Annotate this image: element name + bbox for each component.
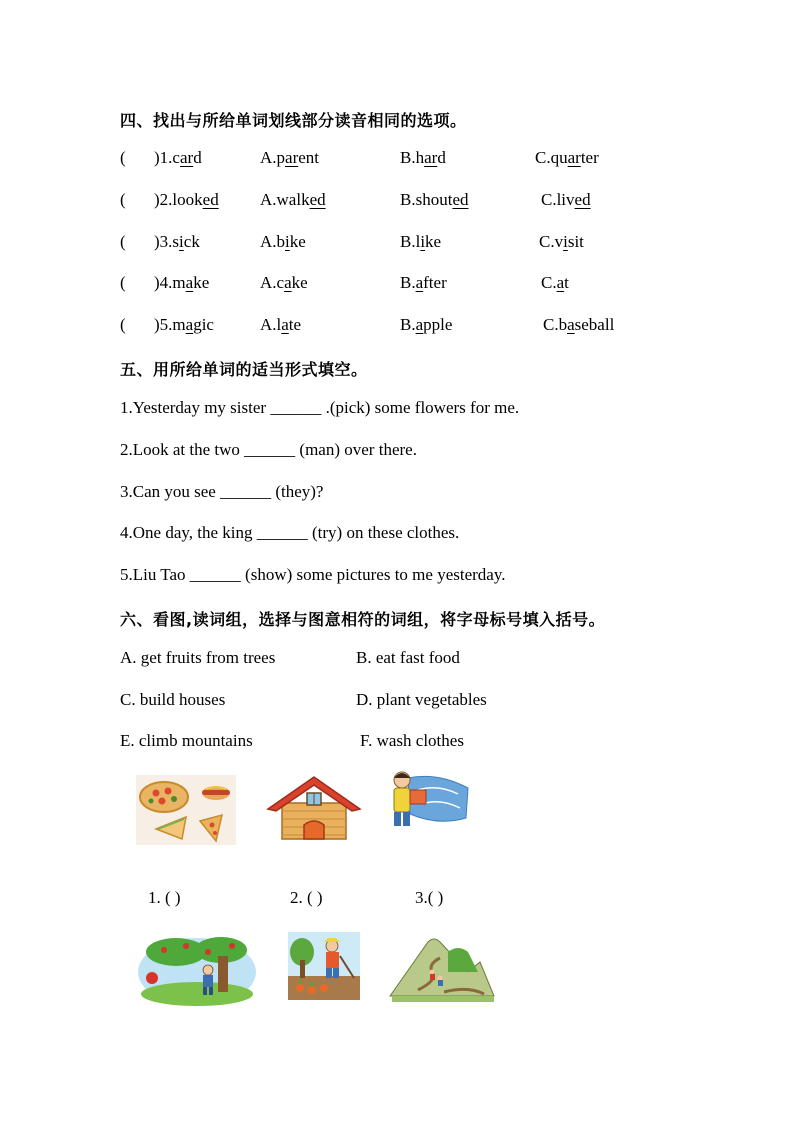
target-word: )3.sick — [154, 232, 200, 251]
answer-paren-close: ) — [154, 148, 160, 167]
section6-heading: 六、看图,读词组，选择与图意相符的词组，将字母标号填入括号。 — [120, 610, 606, 629]
underlined-letters: a — [415, 273, 424, 292]
fill-item-5: 5.Liu Tao ______ (show) some pictures to me yesterday. — [120, 565, 506, 584]
option-c: C.baseball — [543, 315, 615, 334]
washing-clothes-picture — [388, 768, 470, 832]
fill-item-3: 3.Can you see ______ (they)? — [120, 482, 324, 501]
underlined-letters: ed — [452, 190, 469, 209]
underlined-letters: i — [179, 232, 184, 251]
underlined-letters: ar — [424, 148, 438, 167]
answer-paren-close: ) — [154, 273, 160, 292]
answer-paren-close: ) — [154, 232, 160, 251]
option-f: F. wash clothes — [360, 731, 464, 750]
option-e: E. climb mountains — [120, 731, 253, 750]
option-b: B.like — [400, 232, 442, 251]
underlined-letters: a — [185, 273, 194, 292]
climb-mountains-picture — [388, 932, 496, 1002]
target-word: )5.magic — [154, 315, 214, 334]
target-word: )4.make — [154, 273, 210, 292]
target-word: )1.card — [154, 148, 202, 167]
underlined-letters: ed — [202, 190, 219, 209]
option-a: A.walked — [260, 190, 326, 209]
section5-heading: 五、用所给单词的适当形式填空。 — [120, 360, 368, 379]
answer-blank-2[interactable]: 2. ( ) — [290, 888, 323, 907]
underlined-letters: i — [285, 232, 290, 251]
answer-blank-3[interactable]: 3.( ) — [415, 888, 444, 907]
option-b: B.after — [400, 273, 447, 292]
underlined-letters: i — [420, 232, 426, 251]
option-c: C.lived — [541, 190, 591, 209]
answer-paren-close: ) — [154, 315, 160, 334]
option-d: D. plant vegetables — [356, 690, 487, 709]
option-c: C.visit — [539, 232, 584, 251]
option-a: A.bike — [260, 232, 306, 251]
underlined-letters: a — [185, 315, 194, 334]
underlined-letters: ed — [309, 190, 326, 209]
option-a: A.late — [260, 315, 302, 334]
answer-paren-open[interactable]: ( — [120, 190, 126, 209]
answer-paren-open[interactable]: ( — [120, 273, 126, 292]
underlined-letters: ar — [285, 148, 299, 167]
fill-item-4: 4.One day, the king ______ (try) on these clothes. — [120, 523, 460, 542]
option-a: A. get fruits from trees — [120, 648, 276, 667]
answer-paren-open[interactable]: ( — [120, 315, 126, 334]
plant-vegetables-picture — [288, 932, 360, 1000]
option-b: B.apple — [400, 315, 453, 334]
option-c: C. build houses — [120, 690, 226, 709]
fill-item-2: 2.Look at the two ______ (man) over there. — [120, 440, 417, 459]
option-b: B.hard — [400, 148, 446, 167]
answer-paren-open[interactable]: ( — [120, 148, 126, 167]
underlined-letters: a — [281, 315, 289, 334]
option-b: B.shouted — [400, 190, 469, 209]
option-b: B. eat fast food — [356, 648, 460, 667]
underlined-letters: a — [556, 273, 565, 292]
answer-paren-close: ) — [154, 190, 160, 209]
underlined-letters: a — [567, 315, 575, 334]
option-c: C.at — [541, 273, 569, 292]
fast-food-picture — [136, 775, 236, 845]
underlined-letters: i — [563, 232, 568, 251]
answer-blank-1[interactable]: 1. ( ) — [148, 888, 181, 907]
option-a: A.parent — [260, 148, 320, 167]
underlined-letters: a — [415, 315, 424, 334]
underlined-letters: a — [284, 273, 292, 292]
house-picture — [264, 773, 364, 843]
target-word: )2.looked — [154, 190, 219, 209]
option-c: C.quarter — [535, 148, 599, 167]
underlined-letters: ar — [567, 148, 581, 167]
underlined-letters: ed — [574, 190, 591, 209]
underlined-letters: ar — [179, 148, 194, 167]
answer-paren-open[interactable]: ( — [120, 232, 126, 251]
option-a: A.cake — [260, 273, 308, 292]
section4-heading: 四、找出与所给单词划线部分读音相同的选项。 — [120, 111, 467, 130]
fruit-tree-picture — [136, 932, 258, 1008]
fill-item-1: 1.Yesterday my sister ______ .(pick) some flowers for me. — [120, 398, 520, 417]
